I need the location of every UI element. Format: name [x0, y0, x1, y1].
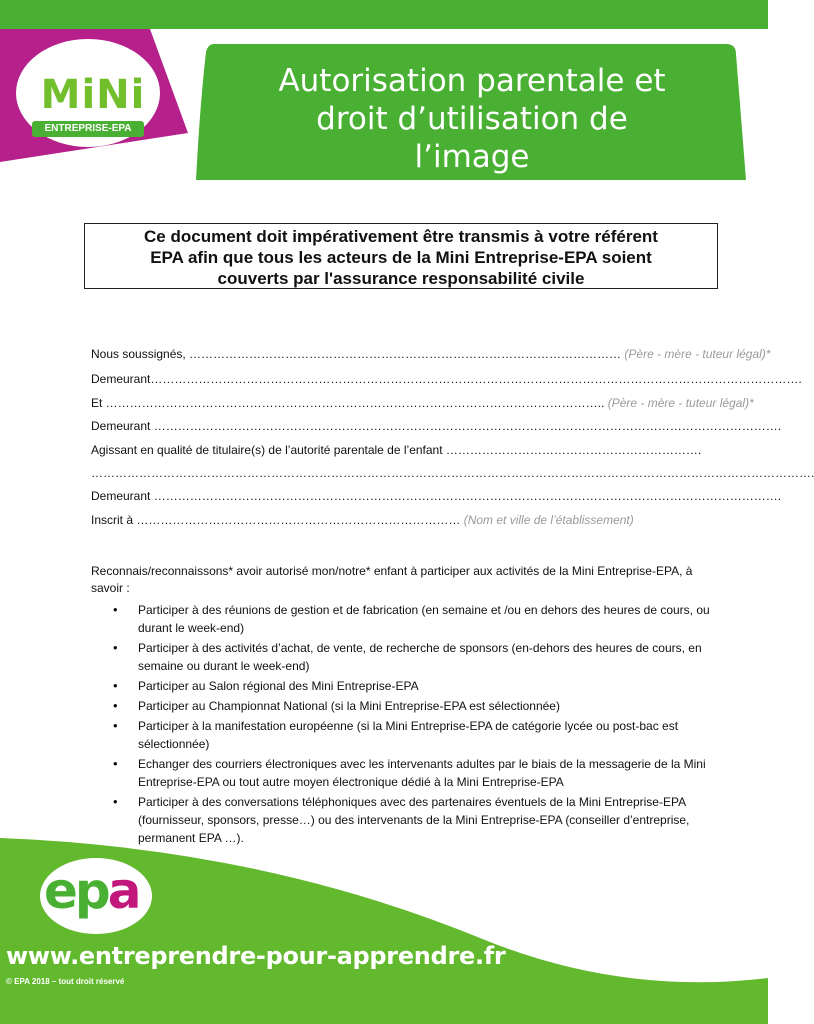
list-item-text: Participer au Championnat National (si la Mini Entreprise-EPA est sélectionnée): [138, 699, 560, 713]
epa-logo-a: a: [107, 862, 139, 920]
bullet-icon: •: [113, 756, 118, 771]
top-green-bar: [0, 0, 768, 29]
bullet-icon: •: [113, 718, 118, 733]
list-item: [91, 697, 721, 715]
field-enfant-name[interactable]: [91, 466, 814, 480]
list-item: [91, 717, 721, 753]
notice-line-3: couverts par l'assurance responsabilité civile: [217, 269, 585, 288]
intro-paragraph: Reconnais/reconnaissons* avoir autorisé mon/notre* enfant à participer aux activités de la Mini Entreprise-EPA, à savoir :: [91, 564, 693, 595]
logo-sub-text: ENTREPRISE-EPA: [32, 121, 144, 137]
enfant-name-dots: ……………………………………………………………………………………………………………………………………………………………….: [91, 466, 814, 480]
website-link[interactable]: www.entreprendre-pour-apprendre.fr: [6, 942, 506, 970]
title-line-3: l’image: [414, 139, 530, 175]
notice-line-1: Ce document doit impérativement être transmis à votre référent: [144, 227, 658, 246]
field-demeurant-2[interactable]: [91, 419, 782, 433]
title-line-1: Autorisation parentale et: [278, 63, 666, 99]
mini-entreprise-logo: [0, 29, 200, 169]
list-item: [91, 601, 721, 637]
list-item: [91, 639, 721, 675]
bullet-icon: •: [113, 794, 118, 809]
logo-mini-text: MiNi: [40, 72, 146, 118]
title-banner: [196, 44, 748, 184]
list-item-text: Participer à des réunions de gestion et de fabrication (en semaine et /ou en dehors des heures de cours, ou durant le week-end): [138, 603, 710, 635]
list-item-text: Participer à la manifestation européenne (si la Mini Entreprise-EPA de catégorie lycée ou post-bac est sélectionnée): [138, 719, 679, 751]
list-item-text: Participer à des activités d’achat, de vente, de recherche de sponsors (en-dehors des heures de cours, en semaine ou durant le week-end): [138, 641, 702, 673]
list-item-text: Echanger des courriers électroniques avec les intervenants adultes par le biais de la messagerie de la Mini Entreprise-EPA ou tout autre moyen électronique dédié à la Mini Entreprise-EPA: [138, 757, 706, 789]
field-soussignes[interactable]: [91, 347, 771, 361]
demeurant-3-label: Demeurant ………………………………………………………………………………………………………………………………………….: [91, 489, 782, 503]
notice-box: [84, 223, 718, 289]
field-et[interactable]: [91, 396, 754, 410]
notice-line-2: EPA afin que tous les acteurs de la Mini Entreprise-EPA soient: [150, 248, 652, 267]
agissant-label: Agissant en qualité de titulaire(s) de l’autorité parentale de l’enfant ……………………………………………………….: [91, 443, 702, 457]
bullet-icon: •: [113, 640, 118, 655]
list-item: [91, 755, 721, 791]
bullet-icon: •: [113, 698, 118, 713]
field-agissant[interactable]: [91, 443, 721, 457]
bullet-icon: •: [113, 602, 118, 617]
et-label: Et ……………………………………………………………………………………………………………..: [91, 396, 605, 410]
demeurant-2-label: Demeurant ………………………………………………………………………………………………………………………………………….: [91, 419, 782, 433]
epa-logo-text: [44, 862, 138, 920]
demeurant-1-label: Demeurant……………………………………………………………………………………………………………………………………………….: [91, 372, 802, 386]
list-item: [91, 677, 721, 695]
et-hint: (Père - mère - tuteur légal)*: [607, 396, 754, 410]
soussignes-hint: (Père - mère - tuteur légal)*: [624, 347, 771, 361]
epa-logo-ep: ep: [44, 862, 108, 920]
inscrit-hint: (Nom et ville de l’établissement): [463, 513, 634, 527]
inscrit-label: Inscrit à ………………………………………………………………………: [91, 513, 461, 527]
field-demeurant-1[interactable]: [91, 372, 802, 386]
list-item-text: Participer au Salon régional des Mini Entreprise-EPA: [138, 679, 419, 693]
activities-list: [91, 601, 721, 849]
page-title: [226, 62, 718, 176]
copyright-text: © EPA 2018 – tout droit réservé: [6, 977, 125, 986]
field-inscrit[interactable]: [91, 513, 721, 527]
list-item-text: Participer à des conversations téléphoniques avec des partenaires éventuels de la Mini Entreprise-EPA (fournisseur, sponsors, presse…) ou des intervenants de la Mini Entreprise-EPA (conseiller d’entreprise, permanent EPA …).: [138, 795, 690, 845]
soussignes-label: Nous soussignés, ………………………………………………………………………………………………: [91, 347, 622, 361]
field-demeurant-3[interactable]: [91, 489, 782, 503]
title-line-2: droit d’utilisation de: [316, 101, 628, 137]
bullet-icon: •: [113, 678, 118, 693]
